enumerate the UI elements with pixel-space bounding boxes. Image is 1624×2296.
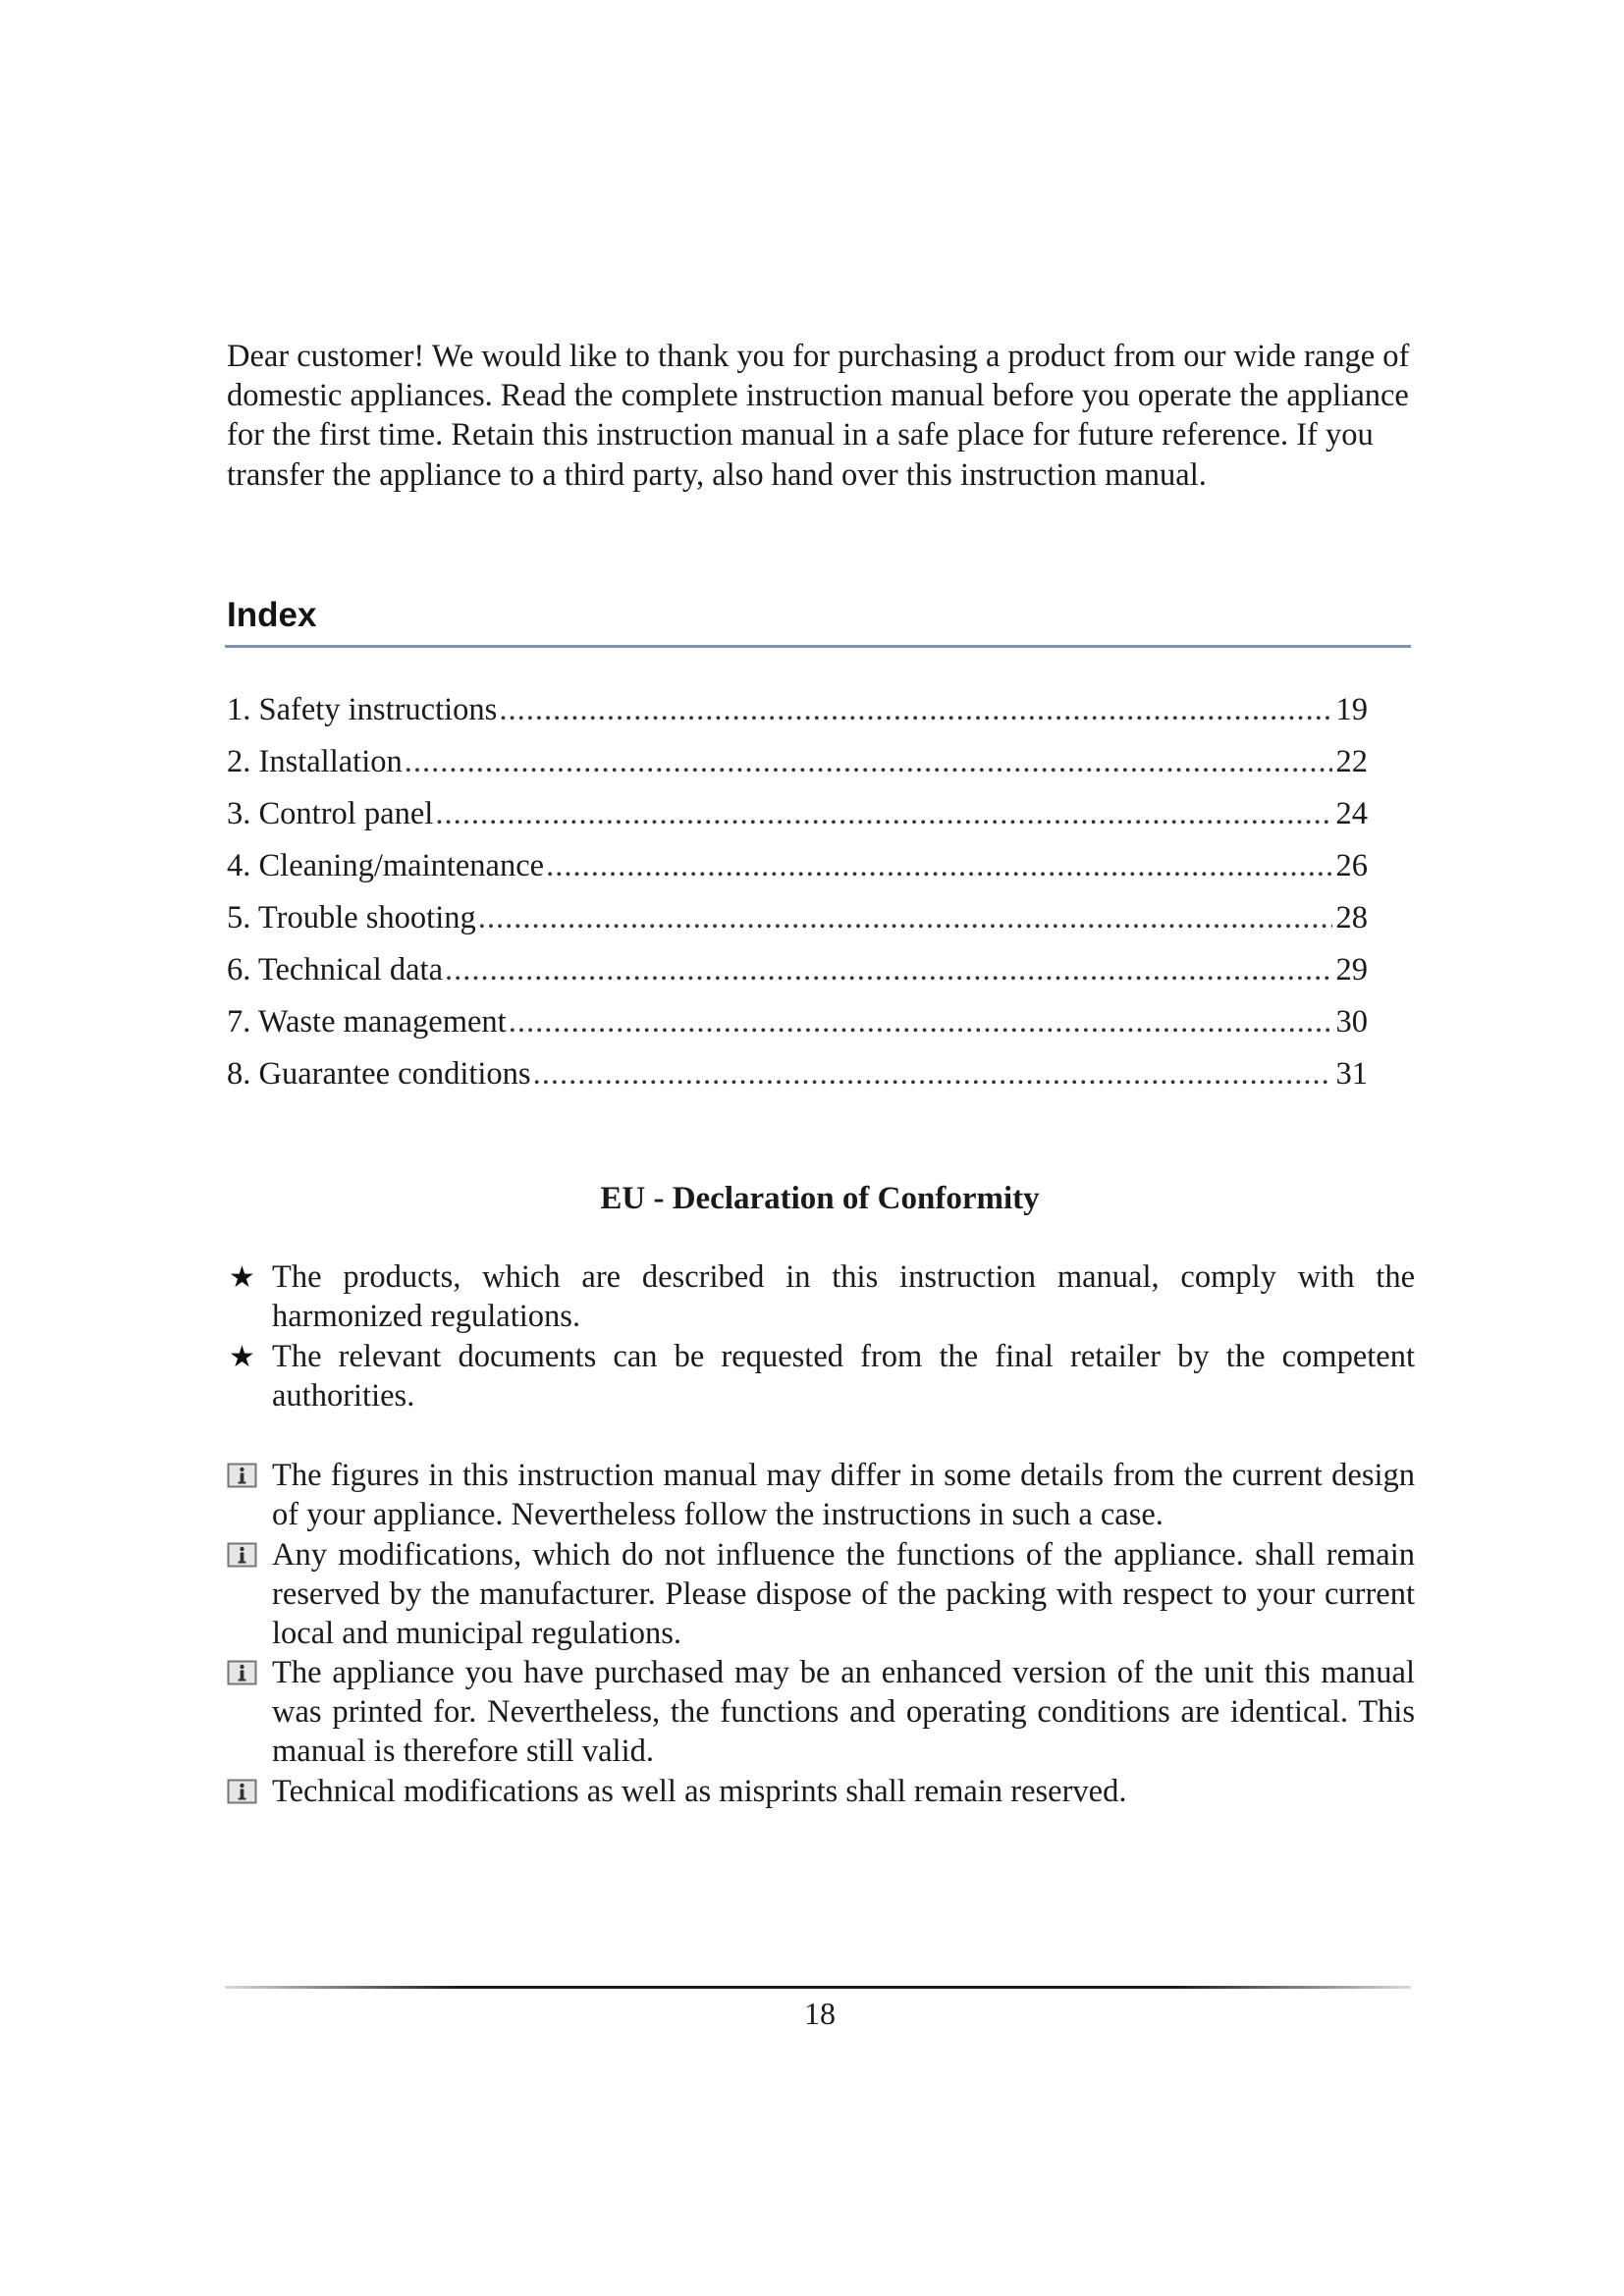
toc-entry-label: 8. Guarantee conditions <box>227 1056 531 1092</box>
toc-entry[interactable] <box>227 788 1368 840</box>
toc-entry[interactable] <box>227 840 1368 892</box>
info-note <box>227 1535 1415 1653</box>
toc-entry-page: 26 <box>1335 848 1368 883</box>
toc-entry-page: 28 <box>1335 900 1368 935</box>
toc-entry[interactable] <box>227 996 1368 1048</box>
declaration-bullet-text: The products, which are described in this instruction manual, comply with the harmonized regulations. <box>272 1259 1415 1334</box>
star-icon: ★ <box>229 1341 255 1373</box>
toc-entry-page: 30 <box>1335 1004 1368 1040</box>
info-note <box>227 1456 1415 1534</box>
toc-entry-label: 3. Control panel <box>227 796 434 831</box>
toc-leader <box>405 736 1332 788</box>
intro-paragraph: Dear customer! We would like to thank you for purchasing a product from our wide range of domestic appliances. Read the complete instruction manual before you operate the appliance for the first time. Retain this instruction manual in a safe place for future reference. If you transfer the appliance to a third party, also hand over this instruction manual. <box>227 339 1410 493</box>
info-note <box>227 1653 1415 1771</box>
star-icon: ★ <box>229 1261 255 1294</box>
info-icon <box>227 1542 257 1568</box>
toc-leader <box>533 1048 1332 1100</box>
toc-entry-label: 4. Cleaning/maintenance <box>227 848 545 883</box>
toc-leader <box>546 840 1331 892</box>
declaration-bullet <box>227 1337 1415 1415</box>
info-note-text: Any modifications, which do not influence the functions of the appliance. shall remain reserved by the manufacturer. Please dispose of the packing with respect to your current local and municipal regulations. <box>272 1537 1415 1651</box>
toc-entry-page: 31 <box>1335 1056 1368 1092</box>
toc-entry[interactable] <box>227 892 1368 944</box>
toc-entry-label: 2. Installation <box>227 744 403 779</box>
info-note-text: Technical modifications as well as misprints shall remain reserved. <box>272 1774 1127 1809</box>
toc-entry-label: 6. Technical data <box>227 952 444 988</box>
toc-leader <box>509 996 1332 1048</box>
info-note <box>227 1772 1415 1811</box>
declaration-bullet <box>227 1257 1415 1336</box>
toc-entry-page: 19 <box>1335 692 1368 727</box>
page-number: 18 <box>804 1996 836 2031</box>
declaration-heading: EU - Declaration of Conformity <box>600 1181 1040 1216</box>
info-note-text: The figures in this instruction manual may differ in some details from the current design of your appliance. Nevertheless follow the instructions in such a case. <box>272 1458 1415 1532</box>
toc-entry[interactable] <box>227 684 1368 736</box>
info-note-text: The appliance you have purchased may be an enhanced version of the unit this manual was printed for. Nevertheless, the functions and operating conditions are identical. This manual is therefore still valid. <box>272 1655 1415 1769</box>
index-heading: Index <box>227 596 317 634</box>
toc-leader <box>435 788 1331 840</box>
info-icon <box>227 1660 257 1685</box>
toc-entry-page: 22 <box>1335 744 1368 779</box>
toc-entry-page: 24 <box>1335 796 1368 831</box>
declaration-bullet-text: The relevant documents can be requested from the final retailer by the competent authorities. <box>272 1339 1415 1414</box>
footer-divider <box>225 1986 1411 1990</box>
toc-entry-label: 5. Trouble shooting <box>227 900 476 935</box>
toc-leader <box>445 944 1331 996</box>
toc-entry-label: 1. Safety instructions <box>227 692 498 727</box>
table-of-contents <box>227 684 1368 1100</box>
info-icon <box>227 1779 257 1804</box>
toc-entry[interactable] <box>227 736 1368 788</box>
toc-entry-label: 7. Waste management <box>227 1004 507 1040</box>
toc-entry-page: 29 <box>1335 952 1368 988</box>
info-icon <box>227 1463 257 1488</box>
toc-leader <box>478 892 1332 944</box>
index-divider <box>225 645 1411 648</box>
toc-entry[interactable] <box>227 1048 1368 1100</box>
toc-entry[interactable] <box>227 944 1368 996</box>
toc-leader <box>499 684 1331 736</box>
